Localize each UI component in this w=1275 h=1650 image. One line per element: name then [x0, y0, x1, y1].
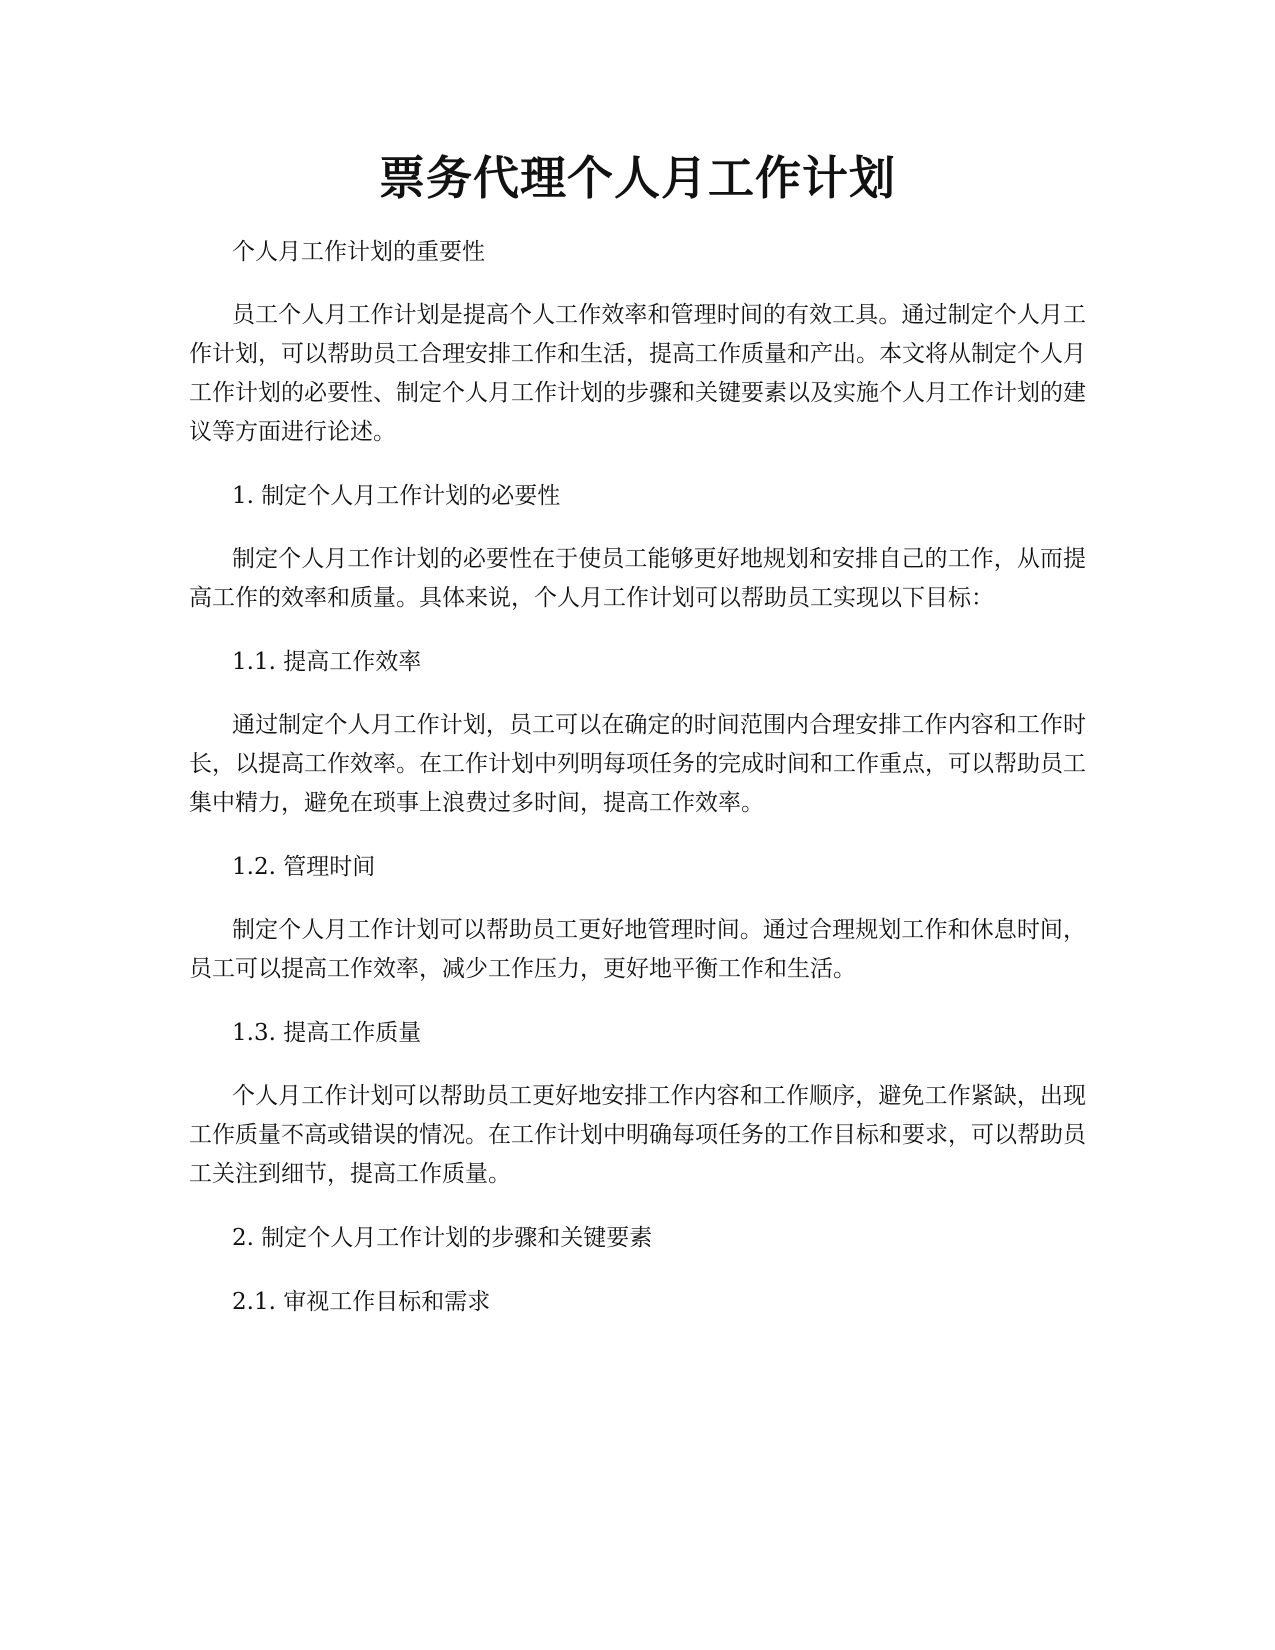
- section-heading-2-1: 2.1. 审视工作目标和需求: [232, 1289, 491, 1315]
- section-heading-1-2: 1.2. 管理时间: [232, 854, 376, 880]
- paragraph-time-management: 制定个人月工作计划可以帮助员工更好地管理时间。通过合理规划工作和休息时间，员工可以提高工作效率，减少工作压力，更好地平衡工作和生活。: [189, 917, 1086, 982]
- section-heading-2: 2. 制定个人月工作计划的步骤和关键要素: [232, 1225, 653, 1251]
- section-heading-1-1: 1.1. 提高工作效率: [232, 649, 422, 675]
- paragraph-intro: 员工个人月工作计划是提高个人工作效率和管理时间的有效工具。通过制定个人月工作计划，可以帮助员工合理安排工作和生活，提高工作质量和产出。本文将从制定个人月工作计划的必要性、制定个人月工作计划的步骤和关键要素以及实施个人月工作计划的建议等方面进行论述。: [189, 302, 1086, 445]
- document-title: 票务代理个人月工作计划: [379, 151, 896, 205]
- paragraph-quality: 个人月工作计划可以帮助员工更好地安排工作内容和工作顺序，避免工作紧缺，出现工作质量不高或错误的情况。在工作计划中明确每项任务的工作目标和要求，可以帮助员工关注到细节，提高工作质量。: [189, 1083, 1086, 1187]
- section-heading-1: 1. 制定个人月工作计划的必要性: [232, 483, 561, 509]
- section-heading-importance: 个人月工作计划的重要性: [232, 239, 485, 265]
- paragraph-necessity: 制定个人月工作计划的必要性在于使员工能够更好地规划和安排自己的工作，从而提高工作的效率和质量。具体来说，个人月工作计划可以帮助员工实现以下目标：: [189, 546, 1086, 611]
- paragraph-efficiency: 通过制定个人月工作计划，员工可以在确定的时间范围内合理安排工作内容和工作时长，以提高工作效率。在工作计划中列明每项任务的完成时间和工作重点，可以帮助员工集中精力，避免在琐事上浪费过多时间，提高工作效率。: [189, 712, 1086, 816]
- section-heading-1-3: 1.3. 提高工作质量: [232, 1020, 422, 1046]
- document-body: [189, 232, 1086, 1346]
